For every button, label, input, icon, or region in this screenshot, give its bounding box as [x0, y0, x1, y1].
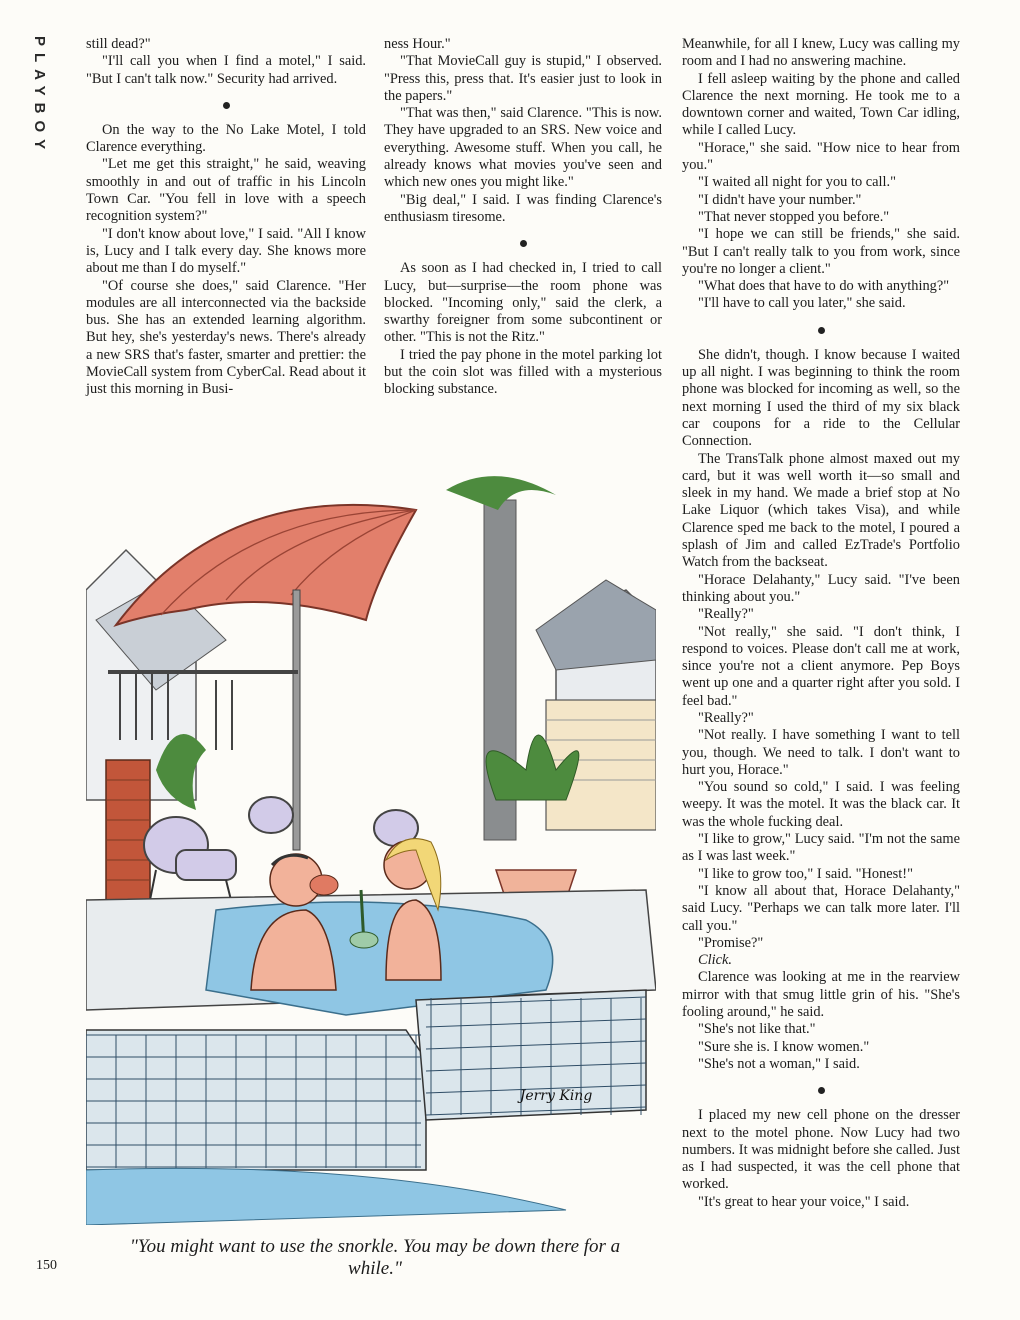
paragraph: "I didn't have your number.": [698, 191, 862, 208]
paragraph: ness Hour.": [384, 36, 451, 52]
masthead-text: PLAYBOY: [31, 36, 48, 157]
paragraph: "I'll have to call you later," she said.: [698, 295, 906, 312]
section-bullet: [682, 1073, 960, 1107]
paragraph: "Promise?": [698, 934, 764, 951]
cartoon-illustration: [86, 470, 656, 1225]
paragraph: "Sure she is. I know women.": [698, 1038, 870, 1055]
paragraph: "Really?": [698, 709, 754, 726]
paragraph: "That never stopped you before.": [698, 208, 890, 225]
paragraph: "That MovieCall guy is stupid," I observed. "Press this, press that. It's easier just to look in the papers.": [384, 53, 662, 104]
paragraph: "Of course she does," said Clarence. "Her modules are all interconnected via the backside bus. She has an extended learning algorithm. But hey, she's yesterday's news. There's already a new SRS that's faster, smarter and prettier: the MovieCall system from CyberCal. Read about it just this morning in Busi-: [86, 277, 366, 398]
paragraph: "Not really," she said. "I don't think, I respond to voices. Please don't call me at work, since you're not a client anymore. Pep Boys went up one and a quarter right after you sold. I feel bad.": [682, 623, 960, 709]
text-column-2: [384, 36, 662, 399]
paragraph: She didn't, though. I know because I waited up all night. I was beginning to think the room phone was blocked for incoming as well, so the next morning I used the third of my six black car coupons for a ride to the Cellular Connection.: [682, 346, 960, 450]
paragraph: "She's not like that.": [698, 1021, 816, 1038]
paragraph: "Let me get this straight," he said, weaving smoothly in and out of traffic in his Lincoln Town Car. "You fell in love with a speech recognition system?": [86, 156, 366, 225]
paragraph: On the way to the No Lake Motel, I told Clarence everything.: [86, 121, 366, 156]
paragraph: "Horace," she said. "How nice to hear from you.": [682, 139, 960, 174]
section-bullet: [682, 313, 960, 347]
text-column-1: [86, 36, 366, 399]
paragraph: "I know all about that, Horace Delahanty," said Lucy. "Perhaps we can talk more later. I'll call you.": [682, 882, 960, 934]
paragraph: "I waited all night for you to call.": [698, 174, 896, 191]
paragraph: "Really?": [698, 606, 754, 623]
paragraph: Clarence was looking at me in the rearview mirror with that smug little grin of his. "She's fooling around," he said.: [682, 969, 960, 1021]
pool-tiles: [86, 990, 646, 1225]
umbrella-canopy: [116, 505, 416, 625]
paragraph: I fell asleep waiting by the phone and called Clarence the next morning. He took me to a downtown corner and waited, Town Car idling, while I called Lucy.: [682, 70, 960, 139]
paragraph: "She's not a woman," I said.: [698, 1055, 860, 1072]
artist-signature: [517, 1088, 593, 1104]
cartoon-caption: "You might want to use the snorkle. You may be down there for a while.": [129, 1236, 621, 1279]
text-column-3: [682, 36, 960, 1211]
paragraph: I placed my new cell phone on the dresser next to the motel phone. Now Lucy had two numbers. It was midnight before she called. Just as I had suspected, it was the cell phone that worked.: [682, 1107, 960, 1193]
paragraph: "What does that have to do with anything?": [698, 278, 950, 295]
paragraph: "It's great to hear your voice," I said.: [698, 1193, 910, 1210]
paragraph: "Horace Delahanty," Lucy said. "I've been thinking about you.": [682, 571, 960, 605]
paragraph: "Not really. I have something I want to tell you, though. We need to talk. I don't want to hurt you, Horace.": [682, 727, 960, 778]
paragraph: As soon as I had checked in, I tried to call Lucy, but—surprise—the room phone was blocked. "Incoming only," said the clerk, a swarthy foreigner from some subcontinent or other. "This is not the Ritz.": [384, 260, 662, 346]
signature-text: Jerry King: [519, 1088, 593, 1104]
masthead: [26, 36, 56, 196]
paragraph: still dead?": [86, 36, 151, 52]
section-bullet: [384, 226, 662, 260]
paragraph: "Big deal," I said. I was finding Clarence's enthusiasm tiresome.: [384, 191, 662, 225]
paragraph: Meanwhile, for all I knew, Lucy was calling my room and I had no answering machine.: [682, 36, 960, 70]
paragraph: "I like to grow too," I said. "Honest!": [698, 865, 913, 882]
paragraph: "You sound so cold," I said. I was feeling weepy. It was the motel. It was the black car. It was the whole fucking deal.: [682, 779, 960, 830]
section-bullet: [86, 88, 366, 122]
paragraph: "I hope we can still be friends," she said. "But I can't really talk to you from work, since you're no longer a client.": [682, 226, 960, 277]
paragraph: The TransTalk phone almost maxed out my card, but it was well worth it—so small and sleek in my hand. We made a brief stop at No Lake Liquor (which takes Visa), and while Clarence sped me back to the motel, I poured a splash of Jim and called EzTrade's Portfolio Watch from the backseat.: [682, 450, 960, 571]
paragraph: "I don't know about love," I said. "All I know is, Lucy and I talk every day. She knows more about me than I do myself.": [86, 225, 366, 277]
paragraph: "I like to grow," Lucy said. "I'm not the same as I was last week.": [682, 831, 960, 865]
paragraph: I tried the pay phone in the motel parking lot but the coin slot was filled with a mysterious blocking substance.: [384, 346, 662, 398]
paragraph: "That was then," said Clarence. "This is now. They have upgraded to an SRS. New voice and everything. Awesome stuff. When you call, he already knows what movies you've seen and which new ones you might like.": [384, 105, 662, 191]
paragraph: "I'll call you when I find a motel," I said. "But I can't talk now." Security had arrived.: [86, 53, 366, 87]
page-number: 150: [36, 1258, 57, 1273]
paragraph: Click.: [698, 952, 732, 969]
